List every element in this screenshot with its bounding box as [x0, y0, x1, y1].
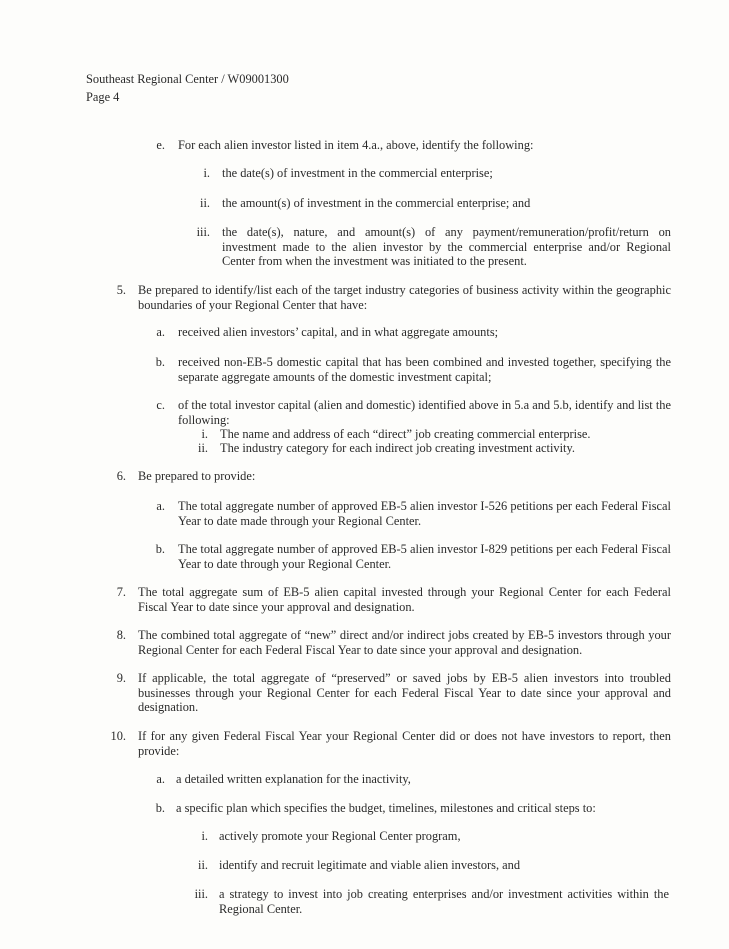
item-text-6-a: The total aggregate number of approved EB-5 alien investor I-526 petitions per each Federal Fiscal Year to date made through your Regional Center. [178, 499, 671, 528]
item-text-5: Be prepared to identify/list each of the target industry categories of business activity within the geographic boundaries of your Regional Center that have: [138, 283, 671, 312]
item-label-e-ii: ii. [200, 196, 210, 210]
item-text-e-iii: the date(s), nature, and amount(s) of any payment/remuneration/profit/return on investment made to the alien investor by the commercial enterprise and/or Regional Center from when the investment was initiated to the present. [222, 225, 671, 268]
item-text-10-b-i: actively promote your Regional Center program, [219, 829, 461, 843]
item-text-6: Be prepared to provide: [138, 469, 256, 483]
item-text-9: If applicable, the total aggregate of “preserved” or saved jobs by EB-5 alien investors into troubled businesses through your Regional Center for each Federal Fiscal Year to date since your approval and designation. [138, 671, 671, 714]
item-label-e-i: i. [203, 166, 210, 180]
item-label-10-b-ii: ii. [198, 858, 208, 872]
item-text-10-b-iii: a strategy to invest into job creating enterprises and/or investment activities within the Regional Center. [219, 887, 669, 916]
item-label-10-b-i: i. [201, 829, 208, 843]
item-text-10-b: a specific plan which specifies the budget, timelines, milestones and critical steps to: [176, 801, 596, 815]
item-label-5-a: a. [156, 325, 165, 339]
item-label-5-c: c. [156, 398, 165, 412]
item-text-e: For each alien investor listed in item 4.a., above, identify the following: [178, 138, 534, 152]
item-text-7: The total aggregate sum of EB-5 alien capital invested through your Regional Center for each Federal Fiscal Year to date since your approval and designation. [138, 585, 671, 614]
item-text-5-c: of the total investor capital (alien and domestic) identified above in 5.a and 5.b, identify and list the following: [178, 398, 671, 427]
item-text-10-a: a detailed written explanation for the inactivity, [176, 772, 411, 786]
item-text-10-b-ii: identify and recruit legitimate and viable alien investors, and [219, 858, 521, 872]
item-label-e: e. [156, 138, 165, 152]
item-label-e-iii: iii. [196, 225, 210, 239]
page-header [86, 70, 289, 106]
item-label-6-b: b. [155, 542, 165, 556]
item-text-5-a: received alien investors’ capital, and in what aggregate amounts; [178, 325, 499, 339]
header-reference: Southeast Regional Center / W09001300 [86, 72, 289, 86]
header-page-number: Page 4 [86, 90, 120, 104]
item-label-10-b: b. [155, 801, 165, 815]
item-label-5: 5. [116, 283, 126, 297]
item-text-e-ii: the amount(s) of investment in the commercial enterprise; and [222, 196, 531, 210]
item-label-6-a: a. [156, 499, 165, 513]
item-text-10: If for any given Federal Fiscal Year your Regional Center did or does not have investors to report, then provide: [138, 729, 671, 758]
item-text-8: The combined total aggregate of “new” direct and/or indirect jobs created by EB-5 investors through your Regional Center for each Federal Fiscal Year to date since your approval and designation. [138, 628, 671, 657]
item-label-5-c-i: i. [201, 427, 208, 441]
item-label-9: 9. [116, 671, 126, 685]
item-label-6: 6. [116, 469, 126, 483]
item-label-10-a: a. [156, 772, 165, 786]
item-text-5-c-ii: The industry category for each indirect job creating investment activity. [220, 441, 575, 455]
item-label-5-b: b. [155, 355, 165, 369]
item-text-5-b: received non-EB-5 domestic capital that has been combined and invested together, specifying the separate aggregate amounts of the domestic investment capital; [178, 355, 671, 384]
item-text-e-i: the date(s) of investment in the commercial enterprise; [222, 166, 493, 180]
item-label-5-c-ii: ii. [198, 441, 208, 455]
item-label-8: 8. [116, 628, 126, 642]
item-label-10-b-iii: iii. [194, 887, 208, 901]
item-label-7: 7. [116, 585, 126, 599]
item-text-5-c-i: The name and address of each “direct” job creating commercial enterprise. [220, 427, 591, 441]
item-text-6-b: The total aggregate number of approved EB-5 alien investor I-829 petitions per each Federal Fiscal Year to date through your Regional Center. [178, 542, 671, 571]
item-label-10: 10. [110, 729, 126, 743]
